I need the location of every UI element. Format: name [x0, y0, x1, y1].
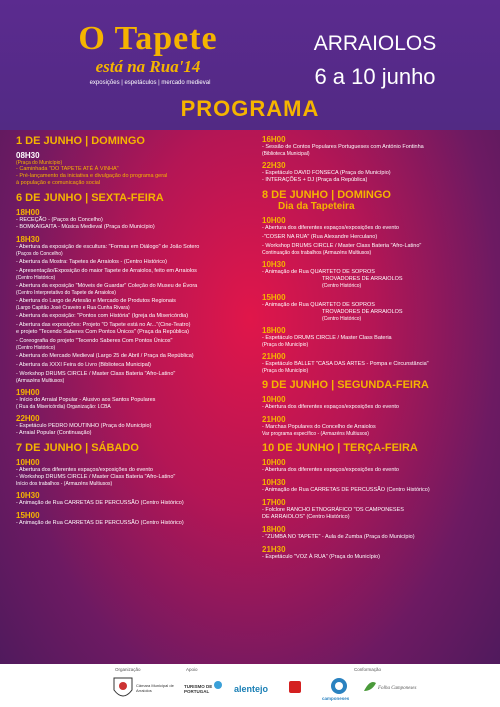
event-item: -"COSER NA RUA" (Rua Alexandre Herculano): [262, 234, 378, 240]
time-label: 10H00: [262, 395, 286, 404]
event-item: - Abertura da XXXI Feira do Livro (Biblioteca Municipal): [16, 362, 151, 368]
time-label: 18H30: [16, 235, 40, 244]
town-name: ARRAIOLOS: [313, 32, 437, 55]
event-item: - INTERAÇÕES + DJ (Praça da República): [262, 177, 368, 183]
time-label: 16H00: [262, 135, 286, 144]
time-label: 18H00: [262, 525, 286, 534]
event-location: (Centro Histórico): [322, 316, 362, 322]
event-item: - Workshop DRUMS CIRCLE / Master Class Bateria "Afro-Latino": [262, 243, 422, 249]
day-heading: 8 DE JUNHO | DOMINGO: [262, 189, 391, 201]
event-location: (Praça do Município): [16, 160, 63, 166]
organizer-label: Organização: [115, 667, 141, 672]
time-label: 22H00: [16, 414, 40, 423]
event-location: (Centro Histórico): [16, 345, 56, 351]
leaf-icon: [362, 679, 378, 693]
time-label: 15H00: [262, 293, 286, 302]
event-item: - Abertura do Largo de Artesão e Mercado de Produtos Regionais: [16, 298, 176, 304]
logo-camponeses: camponeses: [322, 696, 350, 701]
event-location: Continuação dos trabalhos (Armazéns Multiusos): [262, 250, 372, 256]
event-location: Início dos trabalhos - (Armazéns Multiusos): [16, 481, 113, 487]
event-item: - Abertura da exposição "Móveis de Guardar" Coleção do Museu de Évora: [16, 283, 198, 289]
event-item: - Abertura dos diferentes espaços/exposições do evento: [262, 467, 399, 473]
time-label: 10H00: [262, 458, 286, 467]
event-location: (Largo Capitão José Craveiro e Rua Cunha Rivara): [16, 305, 130, 311]
event-item: - Abertura dos diferentes espaços/exposições do evento: [262, 404, 399, 410]
event-dates: 6 a 10 junho: [314, 64, 436, 89]
event-item: - Folclore RANCHO ETNOGRÁFICO "OS CAMPONESES: [262, 507, 404, 513]
event-item: - Abertura da exposição: "Pontos com História" (Igreja da Misericórdia): [16, 313, 189, 319]
event-item: - Animação de Rua QUARTETO DE SOPROS: [262, 269, 375, 275]
time-label: 10H00: [262, 216, 286, 225]
event-item: - Animação de Rua QUARTETO DE SOPROS: [262, 302, 375, 308]
time-label: 18H00: [262, 326, 286, 335]
event-item: TROVADORES DE ARRAIOLOS: [322, 309, 403, 315]
right-column: [262, 135, 490, 561]
event-item: - Abertura dos diferentes espaços/exposições do evento: [16, 467, 153, 473]
day-heading: 10 DE JUNHO | TERÇA-FEIRA: [262, 442, 418, 454]
event-item: - Workshop DRUMS CIRCLE / Master Class Bateria "Afro-Latino": [16, 371, 176, 377]
logo-municipality: Câmara Municipal de Arraiolos: [136, 683, 174, 693]
event-item: - Coreografia do projeto "Tecendo Saberes Com Pontos Únicos": [16, 338, 173, 344]
event-item: - Abertura da Mostra: Tapetes de Arraiolos - (Centro Histórico): [16, 259, 167, 265]
turismo-icon: [214, 681, 222, 689]
time-label: 15H00: [16, 511, 40, 520]
event-item: - RECEÇÃO - (Paços do Concelho): [16, 217, 103, 223]
time-label: 22H30: [262, 161, 286, 170]
event-item: - Espetáculo DAVID FONSECA (Praça do Município): [262, 170, 391, 176]
event-item: - Animação de Rua CARRETAS DE PERCUSSÃO (Centro Histórico): [262, 487, 430, 493]
event-item: - "ZUMBA NO TAPETE" - Aula de Zumba (Praça do Município): [262, 534, 415, 540]
programa-heading: PROGRAMA: [180, 96, 320, 121]
time-label: 19H00: [16, 388, 40, 397]
event-item: - Espetáculo PEDRO MOUTINHO (Praça do Município): [16, 423, 152, 429]
event-item: - Workshop DRUMS CIRCLE / Master Class Bateria "Afro-Latino": [16, 474, 176, 480]
event-item: - Apresentação/Exposição do maior Tapete de Arraiolos, feito em Arraiolos: [16, 268, 197, 274]
event-item: - Arraial Popular (Continuação): [16, 430, 92, 436]
logo-subtitle: exposições | espetáculos | mercado medieval: [89, 80, 211, 86]
event-item: - Animação de Rua CARRETAS DE PERCUSSÃO (Centro Histórico): [16, 500, 184, 506]
event-location: (Biblioteca Municipal): [262, 151, 310, 157]
time-label: 10H30: [16, 491, 40, 500]
left-column: [16, 135, 248, 527]
time-label: 08H30: [16, 151, 40, 160]
event-location: (Centro Interpretativo do Tapete de Arraiolos): [16, 290, 116, 296]
event-item: - Abertura das exposições: Projeto "O Tapete está no Ar..."(Cine-Teatro): [16, 322, 191, 328]
logo-turismo: TURISMO DE PORTUGAL: [184, 684, 213, 694]
time-label: 10H00: [16, 458, 40, 467]
event-location: Var programa específico - (Armazéns Multiusos): [262, 431, 369, 437]
event-item: à população e comunicação social: [16, 180, 101, 186]
event-location: (Praça do Município): [262, 342, 309, 348]
sponsors-footer: [0, 664, 500, 707]
event-logo: [48, 22, 248, 75]
event-item: - Marchas Populares do Concelho de Arraiolos: [262, 424, 376, 430]
event-item: - Pré-lançamento da iniciativa e divulgação do programa geral: [16, 173, 168, 179]
event-item: - Caminhada "DO TAPETE ATÉ À VINHA": [16, 166, 119, 172]
event-item: - Abertura da exposição de escultura: "Formas em Diálogo" de João Sotero: [16, 244, 200, 250]
time-label: 17H00: [262, 498, 286, 507]
logo-title-line1: O Tapete: [78, 20, 218, 57]
event-item: TROVADORES DE ARRAIOLOS: [322, 276, 403, 282]
event-item: - Espetáculo BALLET "CASA DAS ARTES - Pompa e Circunstância": [262, 361, 429, 367]
logo-folha: Folha Camponeses: [378, 686, 417, 691]
event-item: - Animação de Rua CARRETAS DE PERCUSSÃO (Centro Histórico): [16, 520, 184, 526]
event-item: - BOMKAIGAITA - Música Medieval (Praça do Município): [16, 224, 155, 230]
time-label: 21H30: [262, 545, 286, 554]
logo-title-line2: está na Rua'14: [95, 57, 201, 76]
support-label: Apoio: [186, 667, 198, 672]
event-item: DE ARRAIOLOS" (Centro Histórico): [262, 514, 350, 520]
red-logo-icon: [288, 680, 302, 694]
time-label: 10H30: [262, 478, 286, 487]
event-location: (Praça do Município): [262, 368, 309, 374]
logo-alentejo: alentejo: [234, 684, 269, 694]
event-item: - Abertura do Mercado Medieval (Largo 25 de Abril / Praça da República): [16, 353, 194, 359]
event-item: - Abertura dos diferentes espaços/exposições do evento: [262, 225, 399, 231]
day-heading: 1 DE JUNHO | DOMINGO: [16, 135, 145, 147]
event-item: e projeto "Tecendo Saberes Com Pontos Únicos" (Praça da República): [16, 329, 189, 335]
time-label: 21H00: [262, 415, 286, 424]
event-item: - Espetáculo "VOZ À RUA" (Praça do Município): [262, 554, 380, 560]
event-location: ( Rua da Misericórdia) Organização: LCBA: [16, 404, 111, 410]
time-label: 18H00: [16, 208, 40, 217]
camponeses-icon: [330, 677, 348, 695]
municipality-crest-icon: [112, 676, 134, 702]
day-heading: 9 DE JUNHO | SEGUNDA-FEIRA: [262, 379, 429, 391]
event-item: - Início do Arraial Popular - Alusivo aos Santos Populares: [16, 397, 156, 403]
day-heading: 6 DE JUNHO | SEXTA-FEIRA: [16, 192, 164, 204]
time-label: 10H30: [262, 260, 286, 269]
time-label: 21H00: [262, 352, 286, 361]
event-location: (Paços do Concelho): [16, 251, 63, 257]
event-location: (Centro Histórico): [16, 275, 56, 281]
poster-header: [0, 0, 500, 130]
day-subtitle: Dia da Tapeteira: [278, 201, 355, 212]
event-location: (Centro Histórico): [322, 283, 362, 289]
event-location: (Armazéns Multiusos): [16, 378, 65, 384]
partner-label: Conformação: [354, 667, 382, 672]
day-heading: 7 DE JUNHO | SÁBADO: [16, 442, 139, 454]
event-item: - Sessão de Contos Populares Portugueses com António Fontinha: [262, 144, 424, 150]
event-item: - Espetáculo DRUMS CIRCLE / Master Class Bateria: [262, 335, 392, 341]
